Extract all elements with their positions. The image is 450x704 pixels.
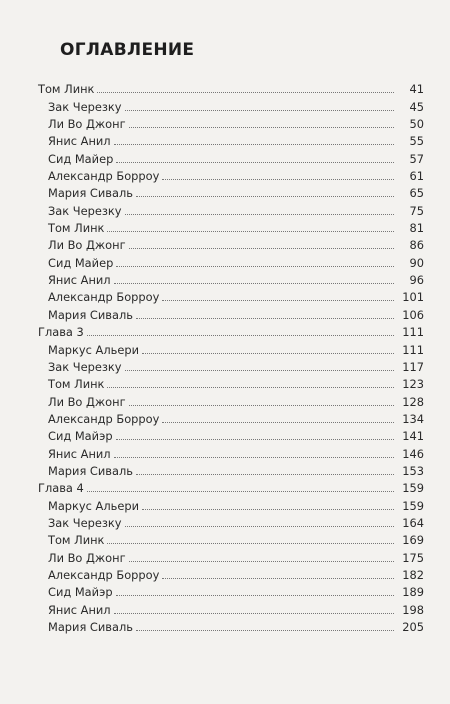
toc-section-entry (38, 443, 424, 460)
entry-page-number: 146 (402, 446, 424, 461)
entry-page-number: 134 (402, 411, 424, 426)
dot-leader (97, 92, 394, 93)
entry-label: Янис Анил (48, 602, 111, 617)
dot-leader (162, 179, 394, 180)
toc-section-entry (38, 148, 424, 165)
entry-page-number: 50 (409, 117, 424, 132)
entry-label: Янис Анил (48, 446, 111, 461)
dot-leader (125, 370, 394, 371)
entry-page-number: 117 (402, 359, 424, 374)
entry-page-number: 111 (402, 325, 424, 340)
toc-section-entry (38, 495, 424, 512)
entry-label: Том Линк (48, 377, 105, 392)
dot-leader (136, 474, 394, 475)
dot-leader (142, 509, 394, 510)
toc-section-entry (38, 218, 424, 235)
entry-page-number: 169 (402, 533, 424, 548)
toc-section-entry (38, 252, 424, 269)
entry-label: Мария Сиваль (48, 620, 133, 634)
toc-section-entry (38, 339, 424, 356)
entry-label: Том Линк (38, 82, 95, 97)
toc-section-entry (38, 547, 424, 564)
entry-label: Зак Черезку (48, 99, 122, 114)
entry-label: Сид Майер (48, 255, 114, 270)
toc-section-entry (38, 599, 424, 616)
entry-label: Зак Черезку (48, 359, 122, 374)
entry-page-number: 205 (402, 620, 424, 634)
entry-page-number: 90 (409, 255, 424, 270)
dot-leader (129, 248, 394, 249)
entry-label: Мария Сиваль (48, 463, 133, 478)
entry-page-number: 198 (402, 602, 424, 617)
toc-section-entry (38, 565, 424, 582)
dot-leader (129, 561, 394, 562)
dot-leader (87, 335, 394, 336)
entry-label: Сид Майер (48, 151, 114, 166)
entry-page-number: 96 (409, 273, 424, 288)
entry-label: Зак Черезку (48, 203, 122, 218)
entry-label: Сид Майэр (48, 429, 113, 444)
entry-label: Ли Во Джонг (48, 394, 126, 409)
entry-page-number: 175 (402, 550, 424, 565)
toc-section-entry (38, 131, 424, 148)
entry-page-number: 41 (409, 82, 424, 97)
dot-leader (116, 162, 394, 163)
toc-list (38, 79, 424, 634)
entry-page-number: 189 (402, 585, 424, 600)
toc-section-entry (38, 530, 424, 547)
dot-leader (136, 630, 394, 631)
entry-label: Янис Анил (48, 273, 111, 288)
entry-page-number: 182 (402, 567, 424, 582)
dot-leader (116, 266, 394, 267)
entry-page-number: 81 (409, 221, 424, 236)
entry-page-number: 153 (402, 463, 424, 478)
dot-leader (87, 491, 394, 492)
toc-section-entry (38, 166, 424, 183)
toc-section-entry (38, 461, 424, 478)
toc-section-entry (38, 617, 424, 634)
entry-label: Ли Во Джонг (48, 238, 126, 253)
entry-label: Глава 3 (38, 325, 84, 340)
entry-label: Александр Борроу (48, 567, 160, 582)
entry-page-number: 123 (402, 377, 424, 392)
entry-label: Мария Сиваль (48, 307, 133, 322)
toc-section-entry (38, 426, 424, 443)
toc-section-entry (38, 513, 424, 530)
entry-label: Глава 4 (38, 481, 84, 496)
dot-leader (114, 613, 394, 614)
entry-label: Александр Борроу (48, 411, 160, 426)
toc-chapter-entry (38, 478, 424, 495)
entry-page-number: 65 (409, 186, 424, 201)
entry-page-number: 164 (402, 515, 424, 530)
entry-page-number: 61 (409, 169, 424, 184)
toc-section-entry (38, 96, 424, 113)
dot-leader (114, 457, 394, 458)
entry-page-number: 75 (409, 203, 424, 218)
dot-leader (125, 214, 394, 215)
dot-leader (116, 439, 394, 440)
dot-leader (162, 300, 394, 301)
toc-chapter-entry (38, 322, 424, 339)
entry-page-number: 55 (409, 134, 424, 149)
entry-page-number: 86 (409, 238, 424, 253)
toc-section-entry (38, 374, 424, 391)
dot-leader (125, 526, 394, 527)
entry-page-number: 159 (402, 481, 424, 496)
dot-leader (114, 144, 394, 145)
dot-leader (162, 422, 394, 423)
entry-page-number: 141 (402, 429, 424, 444)
entry-label: Ли Во Джонг (48, 550, 126, 565)
dot-leader (107, 543, 394, 544)
toc-section-entry (38, 357, 424, 374)
entry-page-number: 106 (402, 307, 424, 322)
dot-leader (114, 283, 394, 284)
entry-label: Маркус Альери (48, 498, 139, 513)
toc-section-entry (38, 183, 424, 200)
entry-label: Зак Черезку (48, 515, 122, 530)
toc-section-entry (38, 235, 424, 252)
toc-section-entry (38, 304, 424, 321)
toc-section-entry (38, 287, 424, 304)
entry-page-number: 57 (409, 151, 424, 166)
dot-leader (136, 318, 394, 319)
entry-label: Том Линк (48, 221, 105, 236)
toc-section-entry (38, 391, 424, 408)
dot-leader (129, 405, 394, 406)
dot-leader (107, 387, 394, 388)
dot-leader (162, 578, 394, 579)
toc-title: ОГЛАВЛЕНИЕ (60, 40, 195, 60)
entry-label: Янис Анил (48, 134, 111, 149)
toc-section-entry (38, 200, 424, 217)
entry-page-number: 111 (402, 342, 424, 357)
entry-label: Том Линк (48, 533, 105, 548)
toc-section-entry (38, 409, 424, 426)
toc-section-entry (38, 270, 424, 287)
entry-page-number: 128 (402, 394, 424, 409)
dot-leader (142, 353, 394, 354)
entry-label: Маркус Альери (48, 342, 139, 357)
entry-page-number: 159 (402, 498, 424, 513)
dot-leader (129, 127, 394, 128)
entry-label: Александр Борроу (48, 169, 160, 184)
dot-leader (116, 595, 394, 596)
dot-leader (136, 196, 394, 197)
entry-label: Александр Борроу (48, 290, 160, 305)
toc-section-entry (38, 582, 424, 599)
entry-label: Сид Майэр (48, 585, 113, 600)
entry-label: Мария Сиваль (48, 186, 133, 201)
entry-label: Ли Во Джонг (48, 117, 126, 132)
dot-leader (125, 110, 394, 111)
entry-page-number: 45 (409, 99, 424, 114)
entry-page-number: 101 (402, 290, 424, 305)
toc-chapter-entry (38, 79, 424, 96)
toc-section-entry (38, 114, 424, 131)
dot-leader (107, 231, 394, 232)
